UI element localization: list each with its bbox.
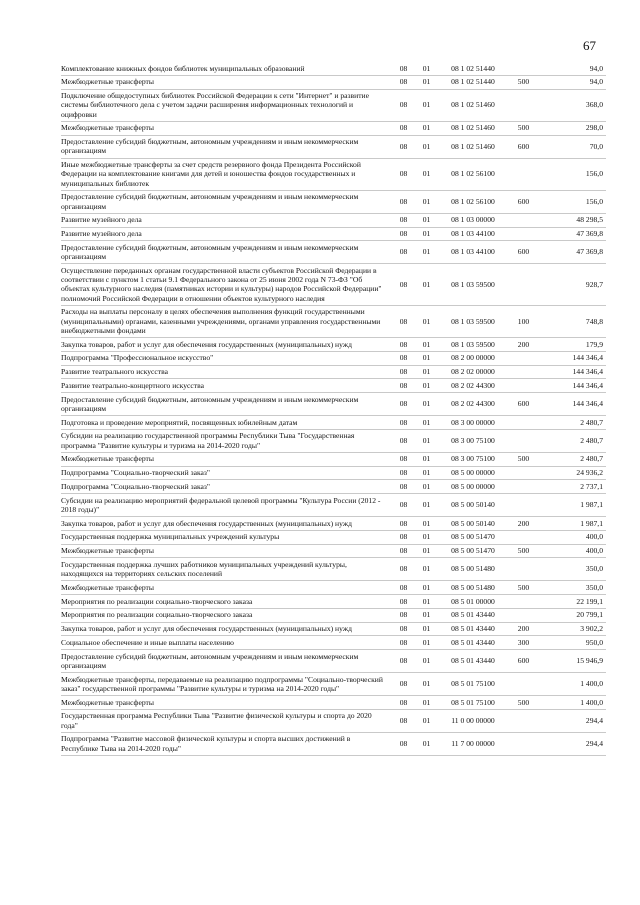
cell-name: Предоставление субсидий бюджетным, автономным учреждениям и иным некоммерческим организациям [61,241,392,264]
cell-subsection: 01 [415,595,438,609]
cell-subsection: 01 [415,636,438,650]
cell-expense-type [508,530,539,544]
cell-name: Субсидии на реализацию мероприятий федеральной целевой программы "Культура России (2012 - 2018 годы)" [61,494,392,517]
cell-name: Межбюджетные трансферты, передаваемые на реализацию подпрограммы "Социально-творческий заказ" государственной программы "Развитие культуры и туризма на 2014-2020 годы" [61,673,392,696]
cell-name: Подключение общедоступных библиотек Российской Федерации к сети "Интернет" и развитие системы библиотечного дела с учетом задачи расширения информационных технологий и оцифровки [61,89,392,121]
cell-expense-type [508,673,539,696]
cell-subsection: 01 [415,305,438,337]
table-row [61,190,606,213]
cell-name: Подпрограмма "Профессиональное искусство" [61,351,392,365]
cell-subsection: 01 [415,517,438,531]
cell-section: 08 [392,135,415,158]
cell-expense-type: 600 [508,393,539,416]
cell-name: Подпрограмма "Социально-творческий заказ" [61,480,392,494]
cell-name: Комплектование книжных фондов библиотек муниципальных образований [61,62,392,75]
cell-subsection: 01 [415,452,438,466]
cell-target-code: 11 7 00 00000 [438,732,508,755]
cell-amount: 144 346,4 [539,365,606,379]
cell-expense-type [508,732,539,755]
cell-expense-type [508,227,539,241]
table-row [61,305,606,337]
cell-section: 08 [392,696,415,710]
cell-name: Предоставление субсидий бюджетным, автономным учреждениям и иным некоммерческим организациям [61,190,392,213]
cell-expense-type [508,365,539,379]
table-row [61,480,606,494]
cell-subsection: 01 [415,241,438,264]
cell-expense-type [508,480,539,494]
cell-target-code: 08 5 00 00000 [438,480,508,494]
cell-expense-type: 500 [508,452,539,466]
cell-expense-type [508,416,539,430]
cell-amount: 179,9 [539,338,606,352]
table-row [61,452,606,466]
cell-section: 08 [392,608,415,622]
cell-expense-type [508,89,539,121]
cell-amount: 950,0 [539,636,606,650]
cell-target-code: 08 1 03 59500 [438,305,508,337]
cell-expense-type [508,494,539,517]
cell-name: Осуществление переданных органам государственной власти субъектов Российской Федерации в соответствии с пунктом 1 статьи 9.1 Федерального закона от 25 июня 2002 года N 73-ФЗ "Об объектах культурного наследия (памятниках истории и культуры) народов Российской Федерации" полномочий Российской Федерации в отношении объектов культурного наследия [61,264,392,306]
table-row [61,558,606,581]
cell-subsection: 01 [415,365,438,379]
cell-amount: 1 987,1 [539,517,606,531]
cell-expense-type: 200 [508,517,539,531]
cell-expense-type: 100 [508,305,539,337]
table-row [61,338,606,352]
cell-expense-type: 500 [508,544,539,558]
cell-section: 08 [392,452,415,466]
cell-subsection: 01 [415,650,438,673]
cell-target-code: 08 5 01 43440 [438,636,508,650]
cell-target-code: 08 5 00 51480 [438,558,508,581]
cell-name: Субсидии на реализацию государственной программы Республики Тыва "Государственная программа "Развитие культуры и туризма на 2014-2020 годы" [61,429,392,452]
cell-amount: 156,0 [539,190,606,213]
cell-section: 08 [392,89,415,121]
cell-subsection: 01 [415,135,438,158]
cell-subsection: 01 [415,190,438,213]
cell-section: 08 [392,673,415,696]
cell-amount: 24 936,2 [539,466,606,480]
cell-section: 08 [392,365,415,379]
cell-amount: 748,8 [539,305,606,337]
cell-amount: 368,0 [539,89,606,121]
cell-subsection: 01 [415,732,438,755]
table-row [61,121,606,135]
cell-name: Межбюджетные трансферты [61,544,392,558]
cell-subsection: 01 [415,62,438,75]
cell-subsection: 01 [415,530,438,544]
cell-subsection: 01 [415,429,438,452]
cell-subsection: 01 [415,213,438,227]
cell-name: Закупка товаров, работ и услуг для обеспечения государственных (муниципальных) нужд [61,517,392,531]
cell-expense-type: 500 [508,696,539,710]
cell-amount: 144 346,4 [539,393,606,416]
cell-name: Межбюджетные трансферты [61,452,392,466]
cell-name: Межбюджетные трансферты [61,121,392,135]
cell-amount: 350,0 [539,581,606,595]
cell-subsection: 01 [415,581,438,595]
cell-name: Государственная поддержка муниципальных учреждений культуры [61,530,392,544]
cell-target-code: 08 1 03 59500 [438,264,508,306]
cell-section: 08 [392,379,415,393]
cell-section: 08 [392,416,415,430]
cell-section: 08 [392,305,415,337]
cell-section: 08 [392,62,415,75]
cell-expense-type [508,158,539,190]
cell-amount: 3 902,2 [539,622,606,636]
cell-subsection: 01 [415,696,438,710]
cell-name: Иные межбюджетные трансферты за счет средств резервного фонда Президента Российской Федерации на комплектование книгами для детей и юношества фондов государственных и муниципальных библиотек [61,158,392,190]
cell-amount: 400,0 [539,544,606,558]
cell-section: 08 [392,595,415,609]
cell-subsection: 01 [415,121,438,135]
cell-amount: 2 480,7 [539,416,606,430]
cell-expense-type: 500 [508,581,539,595]
cell-section: 08 [392,75,415,89]
cell-section: 08 [392,480,415,494]
cell-target-code: 08 5 00 50140 [438,517,508,531]
cell-amount: 15 946,9 [539,650,606,673]
cell-target-code: 08 1 02 56100 [438,190,508,213]
cell-expense-type [508,351,539,365]
budget-table [61,62,606,756]
cell-amount: 70,0 [539,135,606,158]
cell-target-code: 08 5 01 43440 [438,650,508,673]
cell-target-code: 08 1 03 44100 [438,227,508,241]
cell-name: Мероприятия по реализации социально-творческого заказа [61,595,392,609]
table-row [61,393,606,416]
table-row [61,494,606,517]
table-row [61,264,606,306]
table-row [61,75,606,89]
cell-target-code: 08 5 00 51480 [438,581,508,595]
cell-section: 08 [392,709,415,732]
cell-subsection: 01 [415,494,438,517]
cell-target-code: 08 3 00 75100 [438,452,508,466]
table-row [61,544,606,558]
table-row [61,241,606,264]
cell-section: 08 [392,650,415,673]
cell-section: 08 [392,351,415,365]
table-row [61,696,606,710]
cell-amount: 298,0 [539,121,606,135]
cell-amount: 294,4 [539,709,606,732]
cell-target-code: 08 1 03 59500 [438,338,508,352]
cell-target-code: 08 5 01 00000 [438,595,508,609]
cell-section: 08 [392,732,415,755]
cell-section: 08 [392,338,415,352]
cell-target-code: 08 1 02 51460 [438,135,508,158]
cell-amount: 22 199,1 [539,595,606,609]
cell-target-code: 08 5 00 51470 [438,544,508,558]
table-row [61,213,606,227]
table-row [61,595,606,609]
cell-name: Предоставление субсидий бюджетным, автономным учреждениям и иным некоммерческим организациям [61,393,392,416]
cell-target-code: 08 2 02 44300 [438,393,508,416]
cell-expense-type [508,264,539,306]
cell-name: Предоставление субсидий бюджетным, автономным учреждениям и иным некоммерческим организациям [61,650,392,673]
cell-subsection: 01 [415,558,438,581]
table-row [61,709,606,732]
cell-amount: 928,7 [539,264,606,306]
table-row [61,622,606,636]
cell-name: Социальное обеспечение и иные выплаты населению [61,636,392,650]
cell-name: Предоставление субсидий бюджетным, автономным учреждениям и иным некоммерческим организациям [61,135,392,158]
cell-name: Межбюджетные трансферты [61,696,392,710]
cell-section: 08 [392,241,415,264]
cell-section: 08 [392,190,415,213]
cell-amount: 350,0 [539,558,606,581]
cell-expense-type [508,608,539,622]
cell-subsection: 01 [415,466,438,480]
cell-name: Расходы на выплаты персоналу в целях обеспечения выполнения функций государственными (муниципальными) органами, казенными учреждениями, органами управления государственными внебюджетными фондами [61,305,392,337]
cell-name: Межбюджетные трансферты [61,581,392,595]
cell-amount: 2 737,1 [539,480,606,494]
table-row [61,158,606,190]
cell-amount: 144 346,4 [539,351,606,365]
cell-expense-type: 500 [508,75,539,89]
table-body [61,62,606,755]
cell-section: 08 [392,517,415,531]
table-row [61,379,606,393]
cell-section: 08 [392,393,415,416]
cell-expense-type: 200 [508,622,539,636]
cell-subsection: 01 [415,416,438,430]
cell-name: Мероприятия по реализации социально-творческого заказа [61,608,392,622]
cell-subsection: 01 [415,75,438,89]
cell-target-code: 08 1 03 00000 [438,213,508,227]
cell-section: 08 [392,494,415,517]
cell-amount: 1 987,1 [539,494,606,517]
cell-expense-type [508,595,539,609]
table-row [61,636,606,650]
cell-name: Государственная поддержка лучших работников муниципальных учреждений культуры, находящихся на территориях сельских поселений [61,558,392,581]
cell-subsection: 01 [415,379,438,393]
cell-target-code: 08 5 00 50140 [438,494,508,517]
cell-name: Развитие театрально-концертного искусства [61,379,392,393]
cell-section: 08 [392,227,415,241]
cell-expense-type [508,558,539,581]
cell-target-code: 08 5 00 51470 [438,530,508,544]
table-row [61,530,606,544]
table-row [61,351,606,365]
table-row [61,89,606,121]
table-row [61,581,606,595]
cell-amount: 2 480,7 [539,429,606,452]
cell-expense-type: 600 [508,190,539,213]
cell-section: 08 [392,466,415,480]
cell-expense-type [508,62,539,75]
cell-expense-type: 300 [508,636,539,650]
cell-amount: 1 400,0 [539,673,606,696]
cell-expense-type: 500 [508,121,539,135]
cell-section: 08 [392,158,415,190]
cell-expense-type: 600 [508,135,539,158]
cell-amount: 20 799,1 [539,608,606,622]
cell-subsection: 01 [415,709,438,732]
page-number: 67 [583,38,596,53]
table-row [61,466,606,480]
cell-amount: 94,0 [539,62,606,75]
cell-target-code: 08 1 02 51440 [438,62,508,75]
cell-target-code: 08 2 02 00000 [438,365,508,379]
table-row [61,227,606,241]
cell-target-code: 11 0 00 00000 [438,709,508,732]
table-row [61,673,606,696]
cell-section: 08 [392,264,415,306]
table-row [61,416,606,430]
cell-amount: 94,0 [539,75,606,89]
cell-subsection: 01 [415,351,438,365]
cell-amount: 294,4 [539,732,606,755]
cell-amount: 2 480,7 [539,452,606,466]
cell-amount: 400,0 [539,530,606,544]
cell-target-code: 08 5 01 43440 [438,608,508,622]
cell-subsection: 01 [415,158,438,190]
table-row [61,62,606,75]
cell-section: 08 [392,530,415,544]
cell-target-code: 08 3 00 75100 [438,429,508,452]
table-row [61,135,606,158]
cell-amount: 144 346,4 [539,379,606,393]
cell-expense-type [508,429,539,452]
cell-target-code: 08 5 01 43440 [438,622,508,636]
cell-subsection: 01 [415,264,438,306]
cell-section: 08 [392,581,415,595]
cell-target-code: 08 5 01 75100 [438,673,508,696]
cell-target-code: 08 1 02 51460 [438,121,508,135]
cell-subsection: 01 [415,227,438,241]
cell-target-code: 08 5 01 75100 [438,696,508,710]
cell-amount: 156,0 [539,158,606,190]
cell-subsection: 01 [415,338,438,352]
cell-subsection: 01 [415,480,438,494]
cell-name: Развитие музейного дела [61,227,392,241]
cell-expense-type [508,213,539,227]
cell-subsection: 01 [415,608,438,622]
table-row [61,429,606,452]
cell-name: Закупка товаров, работ и услуг для обеспечения государственных (муниципальных) нужд [61,338,392,352]
cell-target-code: 08 2 00 00000 [438,351,508,365]
cell-section: 08 [392,558,415,581]
table-row [61,365,606,379]
cell-expense-type: 600 [508,241,539,264]
cell-target-code: 08 3 00 00000 [438,416,508,430]
table-row [61,608,606,622]
table-row [61,517,606,531]
cell-amount: 48 298,5 [539,213,606,227]
cell-name: Подпрограмма "Социально-творческий заказ" [61,466,392,480]
cell-section: 08 [392,636,415,650]
table-row [61,650,606,673]
cell-target-code: 08 1 02 51460 [438,89,508,121]
cell-name: Подготовка и проведение мероприятий, посвященных юбилейным датам [61,416,392,430]
cell-expense-type [508,709,539,732]
cell-target-code: 08 1 03 44100 [438,241,508,264]
cell-expense-type: 600 [508,650,539,673]
cell-section: 08 [392,544,415,558]
cell-target-code: 08 2 02 44300 [438,379,508,393]
cell-subsection: 01 [415,622,438,636]
cell-expense-type: 200 [508,338,539,352]
cell-amount: 1 400,0 [539,696,606,710]
cell-name: Развитие музейного дела [61,213,392,227]
table-row [61,732,606,755]
cell-target-code: 08 1 02 56100 [438,158,508,190]
cell-name: Межбюджетные трансферты [61,75,392,89]
cell-section: 08 [392,121,415,135]
cell-subsection: 01 [415,393,438,416]
cell-target-code: 08 5 00 00000 [438,466,508,480]
cell-name: Подпрограмма "Развитие массовой физической культуры и спорта высших достижений в Республике Тыва на 2014-2020 годы" [61,732,392,755]
cell-subsection: 01 [415,544,438,558]
cell-name: Закупка товаров, работ и услуг для обеспечения государственных (муниципальных) нужд [61,622,392,636]
cell-section: 08 [392,213,415,227]
cell-amount: 47 369,8 [539,241,606,264]
cell-subsection: 01 [415,673,438,696]
cell-section: 08 [392,622,415,636]
cell-section: 08 [392,429,415,452]
cell-expense-type [508,466,539,480]
cell-target-code: 08 1 02 51440 [438,75,508,89]
cell-name: Государственная программа Республики Тыва "Развитие физической культуры и спорта до 2020 года" [61,709,392,732]
cell-subsection: 01 [415,89,438,121]
cell-amount: 47 369,8 [539,227,606,241]
cell-expense-type [508,379,539,393]
cell-name: Развитие театрального искусства [61,365,392,379]
